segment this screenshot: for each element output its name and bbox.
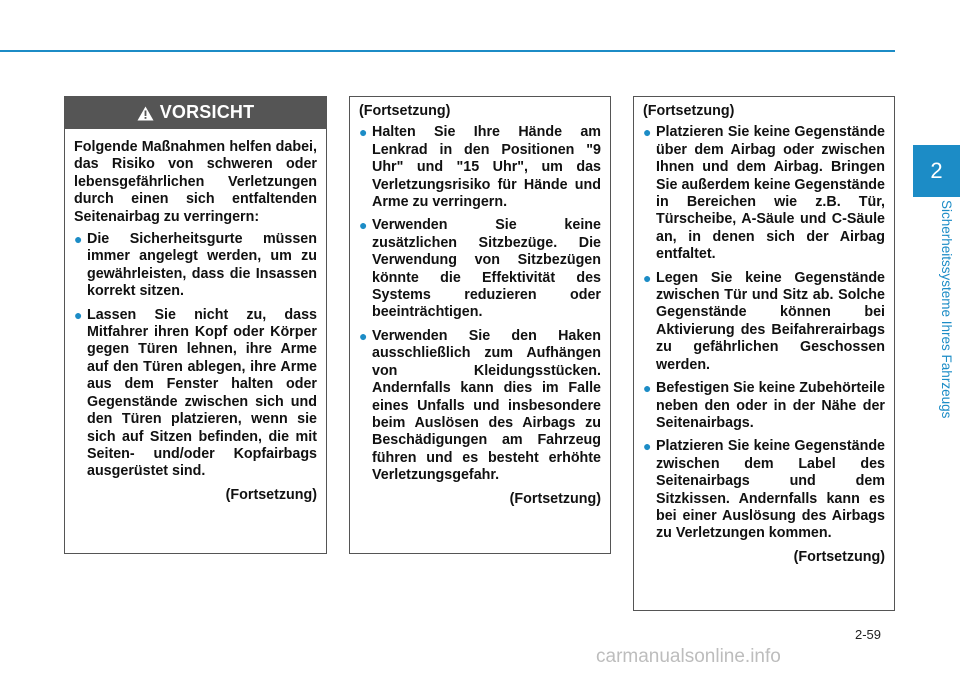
chapter-number-tab: 2 xyxy=(913,145,960,197)
header-rule xyxy=(0,50,895,52)
continued-label: (Fortsetzung) xyxy=(509,490,601,507)
caution-header xyxy=(65,97,326,129)
caution-list xyxy=(643,124,885,542)
watermark: carmanualsonline.info xyxy=(596,646,781,667)
continued-label: (Fortsetzung) xyxy=(225,486,317,503)
bullet-icon: ● xyxy=(359,217,368,234)
bullet-icon: ● xyxy=(74,231,83,248)
caution-box xyxy=(64,96,327,554)
caution-list xyxy=(74,231,317,481)
bullet-icon: ● xyxy=(643,380,652,397)
list-item: ● Befestigen Sie keine Zubehörteile neben den oder in der Nähe der Seitenairbags. xyxy=(643,380,885,431)
bullet-icon: ● xyxy=(643,124,652,141)
continued-label: (Fortsetzung) xyxy=(793,548,885,565)
list-item: ● Platzieren Sie keine Gegenstände zwischen dem Label des Seitenairbags und dem Sitzkissen. Andernfalls kann es bei einer Auslösung des Airbags zu Verletzungen kommen. xyxy=(643,438,885,542)
continued-box-2 xyxy=(349,96,611,554)
chapter-title: Sicherheitssysteme Ihres Fahrzeugs xyxy=(939,200,954,419)
list-item: ● Legen Sie keine Gegenstände zwischen Tür und Sitz ab. Solche Gegenstände können bei Aktivierung des Beifahrerairbags zu gefährlichen Geschossen werden. xyxy=(643,269,885,373)
caution-list xyxy=(359,124,601,484)
warning-triangle-icon xyxy=(137,106,154,121)
bullet-icon: ● xyxy=(643,438,652,455)
list-item: ● Verwenden Sie den Haken ausschließlich zum Aufhängen von Kleidungsstücken. Andernfalls kann dies im Falle eines Unfalls und insbesondere beim Auslösen des Airbags zu Beschädigungen am Fahrzeug führen und es besteht erhöhte Verletzungsgefahr. xyxy=(359,327,601,484)
list-item: ● Platzieren Sie keine Gegenstände über dem Airbag oder zwischen Ihnen und dem Airbag. Bringen Sie außerdem keine Gegenstände in Bereichen wie z.B. Tür, Türscheibe, A-Säule und C-Säule an, in denen sich der Airbag entfaltet. xyxy=(643,124,885,263)
continued-box-3 xyxy=(633,96,895,611)
list-item: ● Verwenden Sie keine zusätzlichen Sitzbezüge. Die Verwendung von Sitzbezügen könnte die Effektivität des Systems reduzieren oder beeinträchtigen. xyxy=(359,217,601,321)
page-number: 2-59 xyxy=(855,627,882,642)
bullet-icon: ● xyxy=(74,306,83,323)
continued-top-label: (Fortsetzung) xyxy=(643,103,735,119)
caution-heading: VORSICHT xyxy=(159,102,255,123)
caution-intro: Folgende Maßnahmen helfen dabei, das Risiko von schweren oder lebensgefährlichen Verletzungen durch einen sich entfaltenden Seitenairbag zu verringern: xyxy=(74,139,317,225)
bullet-icon: ● xyxy=(359,327,368,344)
continued-top-label: (Fortsetzung) xyxy=(359,103,451,119)
list-item: ● Lassen Sie nicht zu, dass Mitfahrer ihren Kopf oder Körper gegen Türen lehnen, ihre Arme auf den Türen ablegen, ihre Arme aus dem Fenster halten oder Gegenstände zwischen sich und den Türen platzieren, wenn sie sich auf Sitzen befinden, die mit Seiten- und/oder Kopfairbags ausgerüstet sind. xyxy=(74,306,317,480)
list-item: ● Die Sicherheitsgurte müssen immer angelegt werden, um zu gewährleisten, dass die Insassen korrekt sitzen. xyxy=(74,231,317,300)
bullet-icon: ● xyxy=(643,269,652,286)
list-item: ● Halten Sie Ihre Hände am Lenkrad in den Positionen "9 Uhr" und "15 Uhr", um das Verletzungsrisiko für Hände und Arme zu verringern. xyxy=(359,124,601,211)
bullet-icon: ● xyxy=(359,124,368,141)
